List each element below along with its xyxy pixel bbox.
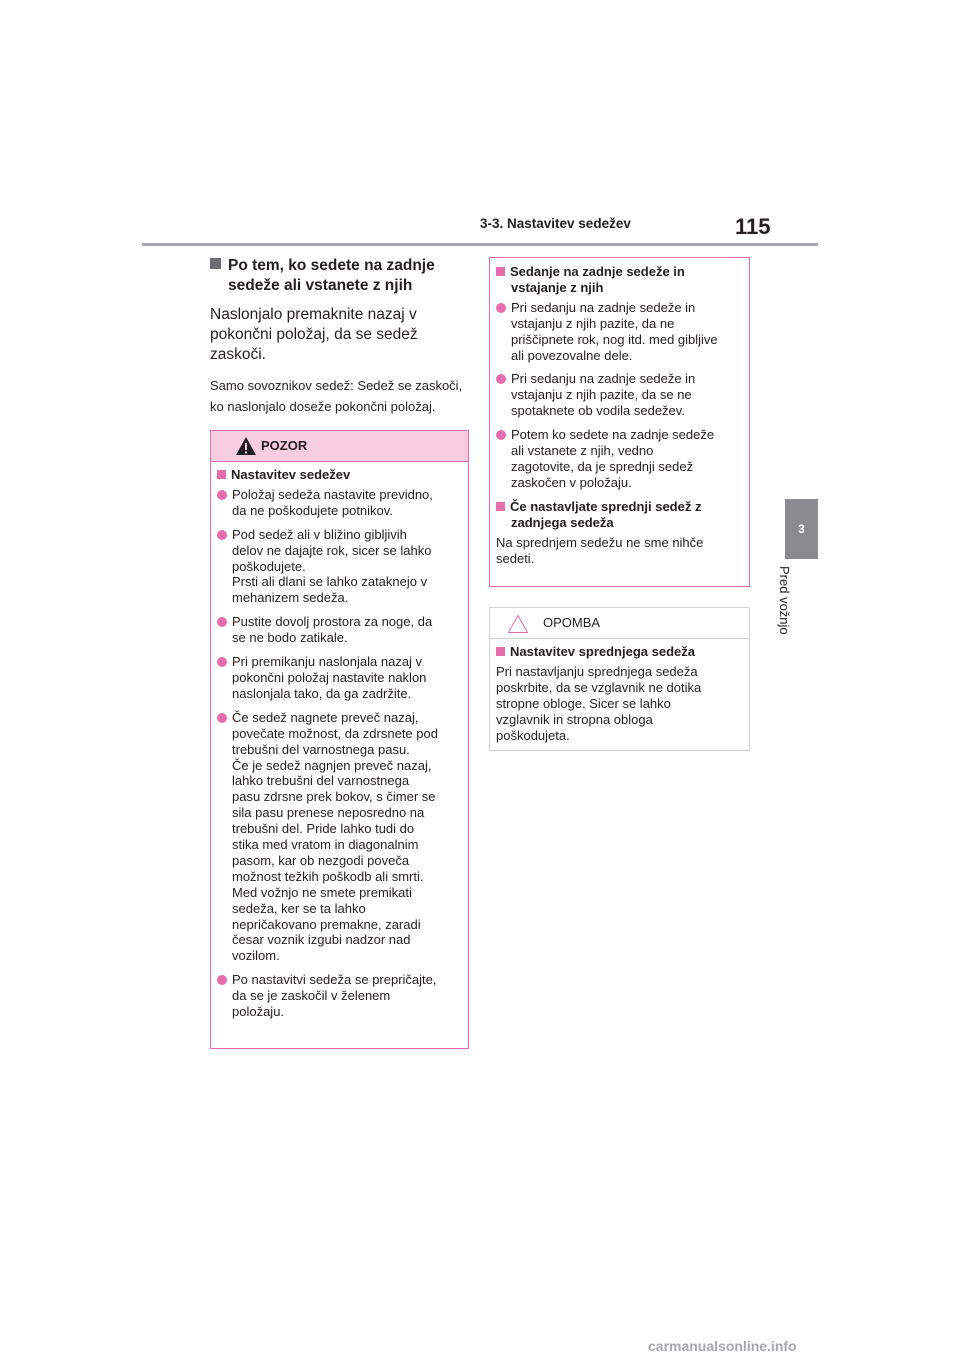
footer-watermark: carmanualsonline.info — [648, 1338, 797, 1354]
chapter-number: 3 — [798, 522, 805, 536]
note-paragraph: Samo sovoznikov sedež: Sedež se zaskoči, ko naslonjalo doseže pokončni položaj. — [210, 378, 463, 414]
square-bullet-icon — [496, 267, 505, 276]
square-bullet-icon — [210, 258, 221, 269]
caution-bullet: Pustite dovolj prostora za noge, da se ne bodo zatikale. — [217, 614, 462, 646]
section-heading — [210, 256, 470, 296]
section-heading-text: Po tem, ko sedete na zadnje sedeže ali vstanete z njih — [228, 257, 435, 294]
note-body — [490, 639, 749, 753]
caution-bullet: Pri sedanju na zadnje sedeže in vstajanju z njih pazite, da ne priščipnete rok, nog itd. med gibljive ali povezovalne dele. — [496, 300, 743, 364]
caution-subheading — [217, 467, 462, 483]
caution-bullet: Položaj sedeža nastavite previdno, da ne poškodujete potnikov. — [217, 487, 462, 519]
caution-subheading-text: Nastavitev sedežev — [231, 467, 351, 482]
caution-bullet: Potem ko sedete na zadnje sedeže ali vstanete z njih, vedno zagotovite, da je sprednji sedež zaskočen v položaju. — [496, 427, 743, 491]
note-subheading — [496, 644, 743, 660]
caution-header — [211, 431, 468, 462]
caution-continued-box — [489, 257, 750, 587]
section-title: 3-3. Nastavitev sedežev — [480, 216, 631, 231]
note-subheading-text: Nastavitev sprednjega sedeža — [510, 644, 695, 659]
caution-text: Na sprednjem sedežu ne sme nihče sedeti. — [496, 534, 704, 566]
chapter-label-text: Pred vožnjo — [777, 566, 792, 635]
caution-bullet: Pod sedež ali v bližino gibljivih delov ne dajajte rok, sicer se lahko poškodujete. Prsti ali dlani se lahko zataknejo v mehanizem sedeža. — [217, 527, 462, 607]
header-divider — [142, 243, 818, 246]
caution-body — [211, 462, 468, 1034]
main-paragraph: Naslonjalo premaknite nazaj v pokončni položaj, da se sedež zaskoči. — [210, 306, 418, 363]
note-text: Pri nastavljanju sprednjega sedeža poskrbite, da se vzglavnik ne dotika stropne obloge. Sicer se lahko vzglavnik in stropna obloga poškodujeta. — [496, 663, 702, 743]
warning-outline-icon — [507, 614, 529, 634]
chapter-label — [777, 566, 816, 656]
caution-bullet: Pri premikanju naslonjala nazaj v pokončni položaj nastavite naklon naslonjala tako, da ga zadržite. — [217, 654, 462, 702]
page-number: 115 — [735, 214, 771, 239]
note-header — [490, 608, 749, 639]
caution-bullet: Po nastavitvi sedeža se prepričajte, da se je zaskočil v želenem položaju. — [217, 972, 462, 1020]
left-column — [210, 256, 470, 417]
caution-continued-subheading — [496, 264, 743, 296]
caution-title: POZOR — [261, 438, 308, 453]
square-bullet-icon — [496, 502, 505, 511]
caution-bullet: Pri sedanju na zadnje sedeže in vstajanju z njih pazite, da se ne spotaknete ob vodila sedežev. — [496, 371, 743, 419]
caution-bullet: Če sedež nagnete preveč nazaj, povečate možnost, da zdrsnete pod trebušni del varnostnega pasu. Če je sedež nagnjen preveč nazaj, lahko trebušni del varnostnega pasu zdrsne prek bokov, s čimer se sila pasu prenese neposredno na trebušni del. Pride lahko tudi do stika med vratom in diagonalnim pasom, kar ob nezgodi poveča možnost težkih poškodb ali smrti. Med vožnjo ne smete premikati sedeža, ker se ta lahko nepričakovano premakne, zaradi česar voznik izgubi nadzor nad vozilom. — [217, 710, 462, 965]
warning-triangle-icon — [235, 436, 257, 456]
note-box — [489, 607, 750, 751]
chapter-tab — [785, 499, 818, 559]
caution-continued-body — [490, 258, 749, 576]
caution-continued-subheading-text: Sedanje na zadnje sedeže in vstajanje z njih — [510, 264, 685, 295]
caution-continued-subheading — [496, 499, 743, 531]
square-bullet-icon — [217, 470, 226, 479]
square-bullet-icon — [496, 647, 505, 656]
caution-box — [210, 430, 469, 1049]
note-title: OPOMBA — [543, 615, 601, 630]
caution-continued-subheading-text: Če nastavljate sprednji sedež z zadnjega sedeža — [510, 498, 702, 530]
